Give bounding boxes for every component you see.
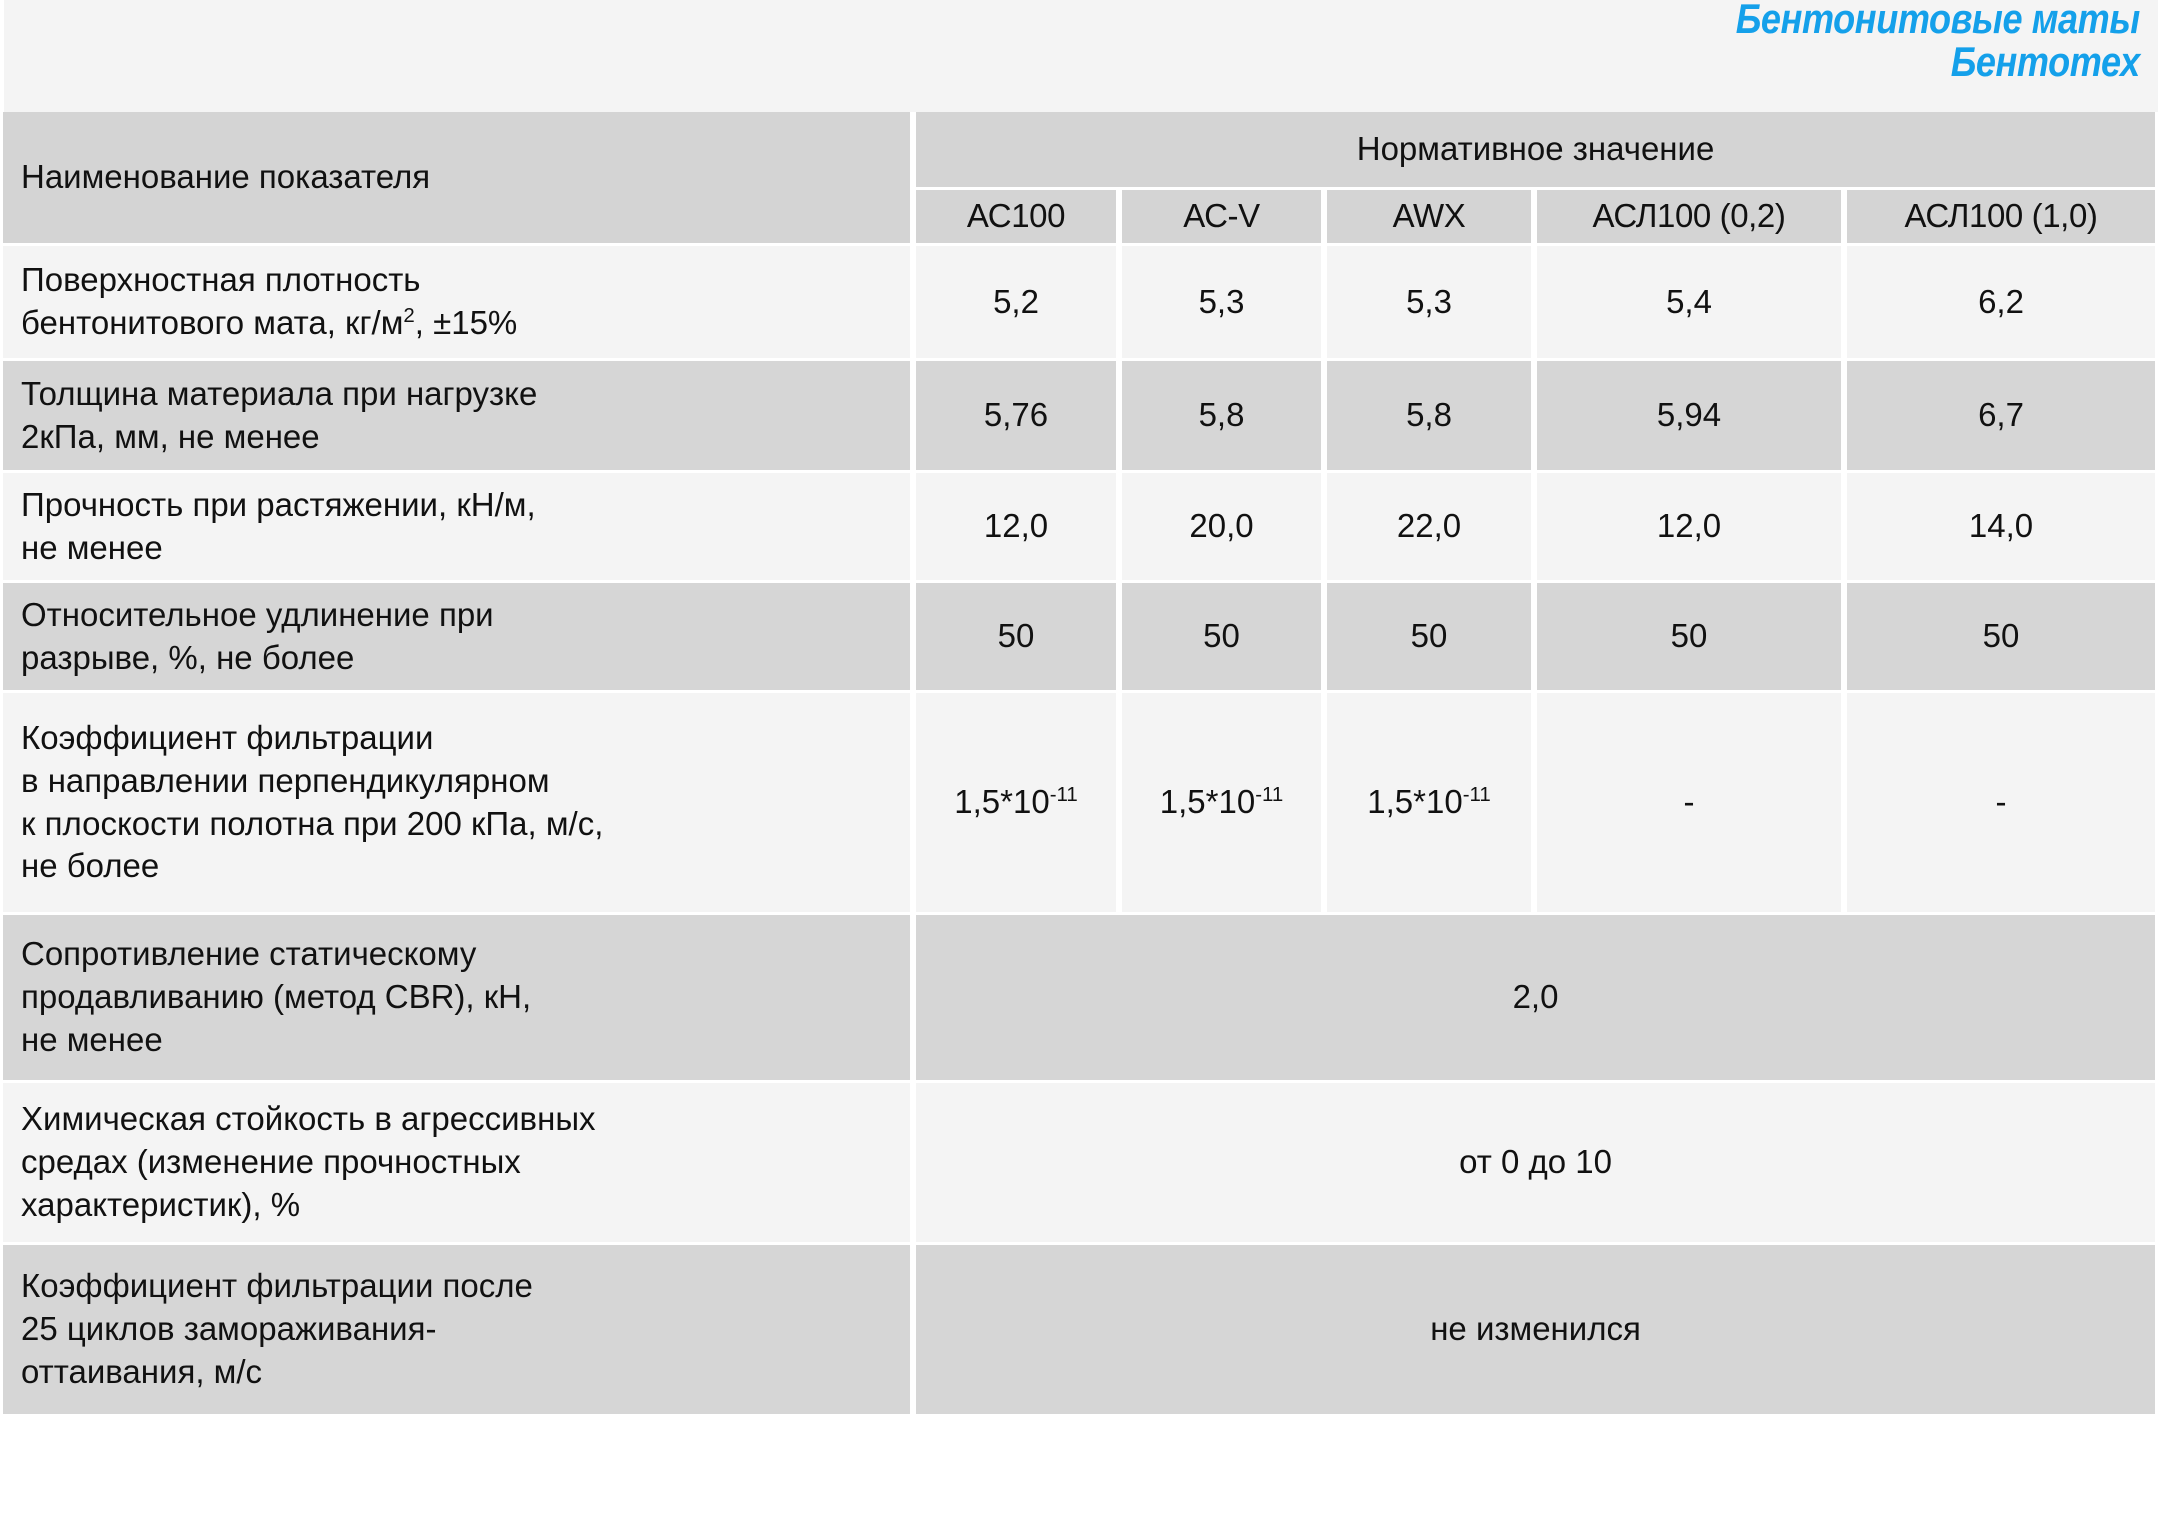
row-name-line: средах (изменение прочностных (21, 1143, 521, 1181)
cell-value: 20,0 (1119, 473, 1324, 583)
table-row (0, 473, 2158, 583)
header-col-ac100: АС100 (913, 190, 1119, 246)
row-name-line: Коэффициент фильтрации после (21, 1267, 533, 1305)
cell-value: 5,94 (1534, 361, 1844, 473)
cell-value: 5,3 (1119, 246, 1324, 361)
table-row (0, 361, 2158, 473)
cell-value-merged: от 0 до 10 (913, 1083, 2158, 1245)
cell-value: 6,2 (1844, 246, 2158, 361)
row-name-line: 25 циклов замораживания- (21, 1310, 437, 1348)
row-name-cbr-resistance (0, 915, 913, 1083)
row-name-line: Сопротивление статическому (21, 935, 477, 973)
cell-value: 22,0 (1324, 473, 1534, 583)
cell-value: 5,8 (1119, 361, 1324, 473)
row-name-elongation (0, 583, 913, 693)
row-name-line: оттаивания, м/с (21, 1352, 263, 1390)
row-name-line: к плоскости полотна при 200 кПа, м/с, (21, 804, 604, 842)
cell-value-dash: - (1844, 693, 2158, 915)
row-name-text: бентонитового мата, кг/м (21, 304, 404, 341)
header-name-column: Наименование показателя (0, 112, 913, 246)
slide-title (1670, 0, 2140, 84)
row-name-line: Коэффициент фильтрации (21, 718, 434, 756)
row-name-line: Толщина материала при нагрузке (21, 374, 538, 412)
row-name-line: разрыве, %, не более (21, 638, 355, 676)
cell-value: 5,4 (1534, 246, 1844, 361)
title-band (0, 0, 2158, 112)
cell-value-base: 1,5*10 (954, 783, 1050, 821)
table-row (0, 246, 2158, 361)
specification-table (0, 112, 2158, 1417)
cell-value (913, 693, 1119, 915)
cell-value-dash: - (1534, 693, 1844, 915)
header-group-label: Нормативное значение (913, 112, 2158, 190)
row-name-thickness (0, 361, 913, 473)
table-head (0, 112, 2158, 246)
table-row (0, 583, 2158, 693)
cell-value: 14,0 (1844, 473, 2158, 583)
cell-value-base: 1,5*10 (1159, 783, 1256, 821)
row-name-filtration-coefficient (0, 693, 913, 915)
header-col-asl100-10: АСЛ100 (1,0) (1844, 190, 2158, 246)
cell-value-base: 1,5*10 (1367, 783, 1463, 821)
cell-value: 12,0 (913, 473, 1119, 583)
cell-value-exponent: -11 (1049, 783, 1078, 807)
row-name-line: характеристик), % (21, 1185, 301, 1223)
cell-value-exponent: -11 (1462, 783, 1491, 807)
row-name-chemical-resistance (0, 1083, 913, 1245)
table-body (0, 246, 2158, 1417)
row-name-line: 2кПа, мм, не менее (21, 417, 320, 455)
header-row-group (0, 112, 2158, 190)
cell-value: 5,3 (1324, 246, 1534, 361)
row-name-surface-density (0, 246, 913, 361)
row-name-filtration-after-freeze-thaw (0, 1245, 913, 1417)
row-name-tensile-strength (0, 473, 913, 583)
superscript-2: 2 (403, 304, 415, 327)
header-col-acv: АС-V (1119, 190, 1324, 246)
cell-value: 50 (1324, 583, 1534, 693)
title-line-1: Бентонитовые маты (1735, 0, 2140, 42)
cell-value: 6,7 (1844, 361, 2158, 473)
cell-value: 50 (1119, 583, 1324, 693)
cell-value: 5,76 (913, 361, 1119, 473)
cell-value: 12,0 (1534, 473, 1844, 583)
cell-value (1119, 693, 1324, 915)
row-name-line: Относительное удлинение при (21, 595, 494, 633)
table-row (0, 1245, 2158, 1417)
row-name-line: Химическая стойкость в агрессивных (21, 1100, 596, 1138)
cell-value: 50 (1534, 583, 1844, 693)
row-name-line: продавливанию (метод CBR), кН, (21, 978, 532, 1016)
header-col-asl100-02: АСЛ100 (0,2) (1534, 190, 1844, 246)
table-row (0, 693, 2158, 915)
row-name-text-tail: , ±15% (414, 304, 518, 341)
row-name-line (21, 302, 892, 345)
row-name-line: не менее (21, 1020, 163, 1058)
row-name-line: Прочность при растяжении, кН/м, (21, 485, 536, 523)
table-row (0, 915, 2158, 1083)
row-name-line: в направлении перпендикулярном (21, 761, 550, 799)
cell-value-merged: не изменился (913, 1245, 2158, 1417)
header-col-awx: AWX (1324, 190, 1534, 246)
cell-value (1324, 693, 1534, 915)
row-name-line: Поверхностная плотность (21, 261, 421, 299)
row-name-line: не более (21, 847, 160, 885)
row-name-line: не менее (21, 528, 163, 566)
cell-value: 5,8 (1324, 361, 1534, 473)
cell-value-merged: 2,0 (913, 915, 2158, 1083)
table-row (0, 1083, 2158, 1245)
cell-value-exponent: -11 (1255, 783, 1284, 807)
cell-value: 5,2 (913, 246, 1119, 361)
cell-value: 50 (913, 583, 1119, 693)
title-line-2: Бентотех (1950, 37, 2140, 85)
cell-value: 50 (1844, 583, 2158, 693)
